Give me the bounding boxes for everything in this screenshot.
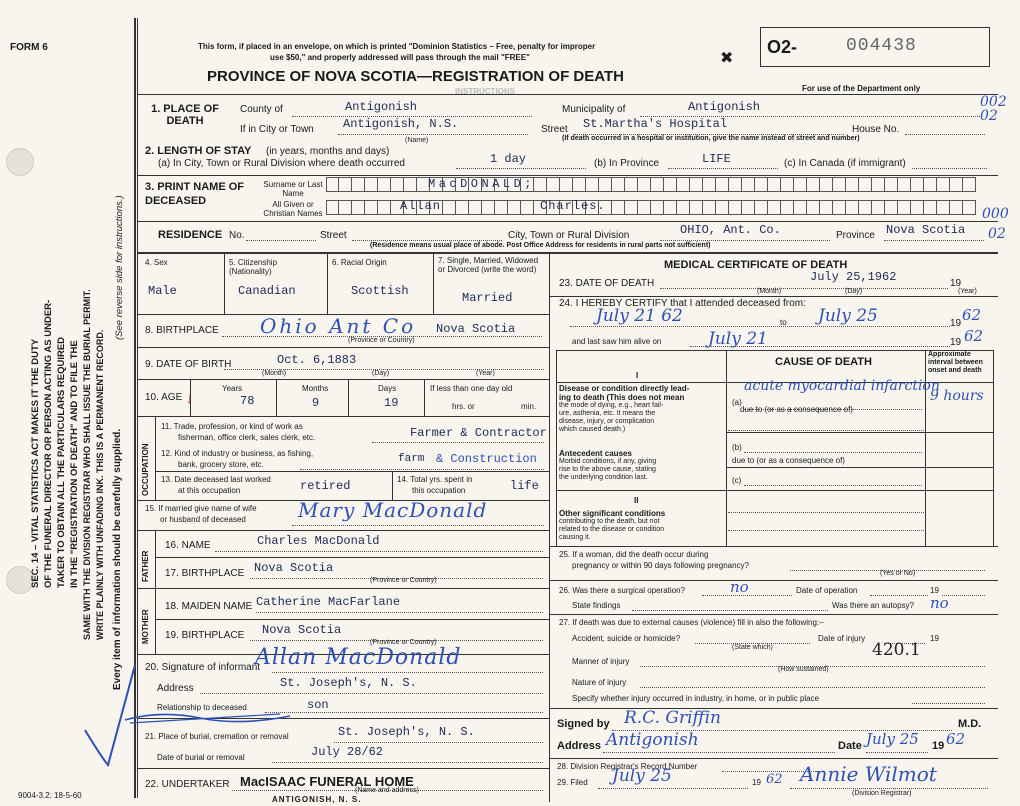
relationship-scribble [120, 706, 300, 728]
surname-boxes [326, 177, 976, 192]
hospital-hint: (If death occurred in a hospital or institution, give the name instead of street and number) [562, 135, 860, 142]
med-rule-6 [549, 758, 998, 759]
certify-from-line [570, 326, 950, 327]
division-registrar-hint: (Division Registrar) [852, 790, 912, 797]
residence-code-2: 02 [988, 226, 1006, 242]
attended-from: July 21 62 [596, 306, 683, 326]
death-month-hint: (Month) [757, 288, 782, 295]
specify-injury-label: Specify whether injury occurred in industry, in home, or in public place [572, 694, 820, 703]
col-5-6 [327, 254, 328, 314]
other-conditions-label-2: contributing to the death, but not [559, 518, 660, 525]
father-section-label: FATHER [141, 550, 150, 582]
disease-label-3: the mode of dying, e.g., heart fail- [559, 402, 664, 409]
cause-b-consequence: due to (or as a consequence of) [732, 456, 845, 465]
father-name-label: 16. NAME [165, 540, 211, 551]
industry-typed: farm [398, 453, 425, 465]
cause-c-rule [556, 490, 993, 491]
father-birthplace-hint: (Province or Country) [370, 577, 437, 584]
residence-city-label: City, Town or Rural Division [508, 230, 630, 241]
place-of-death-label: 1. PLACE OF DEATH [151, 103, 219, 127]
antecedent-label-2: Morbid conditions, if any, giving [559, 458, 657, 465]
undertaker-hint: (Name and address) [355, 787, 419, 794]
state-which-hint: (State which) [732, 644, 773, 651]
death-year-prefix: 19 [950, 278, 962, 289]
other-conditions-label-1: Other significant conditions [559, 509, 666, 518]
middle-divider [549, 252, 550, 802]
death-year-hint: (Year) [958, 288, 977, 295]
signature-year-prefix: 19 [932, 740, 945, 752]
mail-notice-2: use $50," and properly addressed will pass through the mail "FREE" [270, 53, 530, 62]
cause-a2-line [728, 430, 924, 431]
form-title: PROVINCE OF NOVA SCOTIA—REGISTRATION OF DEATH [207, 68, 624, 85]
side-instruction-8: (See reverse side for instructions.) [114, 195, 125, 340]
cause-a-consequence: due to (or as a consequence of) [740, 405, 853, 414]
cause-b-line [744, 452, 922, 453]
manner-label: Manner of injury [572, 657, 630, 666]
operation-date-line [870, 595, 928, 596]
last-saw-value: July 21 [708, 329, 768, 349]
stay-city-line [456, 168, 586, 169]
cause-b-rule [726, 467, 993, 468]
physician-signature: R.C. Griffin [624, 708, 721, 728]
surgery-value: no [730, 578, 749, 596]
given-names-label: All Given or Christian Names [263, 200, 323, 218]
certify-label: 24. I HEREBY CERTIFY that I attended deceased from: [559, 298, 806, 309]
cause-c-label: (c) [732, 476, 742, 485]
municipality-value: Antigonish [688, 100, 761, 114]
last-worked-label-1: 13. Date deceased last worked [161, 475, 271, 484]
birthplace-typed: Nova Scotia [436, 322, 516, 336]
form-print-code: 9004-3.2: 18-5-60 [18, 791, 82, 800]
disease-label-4: ure, asthenia, etc. It means the [559, 410, 656, 417]
other-conditions-label-3: related to the disease or condition [559, 526, 665, 533]
informant-signature: Allan MacDonald [255, 645, 462, 670]
burial-date-line [272, 762, 543, 763]
signature-date-line [866, 752, 928, 753]
disease-label-6: which caused death.) [559, 426, 626, 433]
trade-label-1: 11. Trade, profession, or kind of work as [161, 422, 303, 431]
sex-label: 4. Sex [145, 258, 168, 267]
med-rule-5 [549, 708, 998, 709]
spouse-value: Mary MacDonald [298, 498, 488, 522]
age-months-label: Months [302, 384, 329, 393]
header-rule [138, 94, 998, 95]
age-minutes-label: min. [521, 402, 537, 411]
pregnancy-label-1: 25. If a woman, did the death occur during [559, 550, 709, 559]
house-number-label: House No. [852, 124, 900, 135]
relationship-line [265, 712, 543, 713]
age-red-mark: ↓ [186, 390, 193, 406]
age-col-3 [348, 380, 349, 416]
occupation-divider [155, 416, 156, 500]
specify-line [912, 703, 985, 704]
county-value: Antigonish [345, 100, 418, 114]
side-instruction-5: SAME WITH THE DIVISION REGISTRAR WHO SHALL ISSUE THE BURIAL PERMIT. [82, 289, 92, 640]
citizenship-label: 5. Citizenship (Nationality) [229, 258, 278, 276]
undertaker-name: MacISAAC FUNERAL HOME [240, 774, 414, 789]
mother-section-label: MOTHER [141, 609, 150, 644]
occupation-section-label: OCCUPATION [141, 443, 150, 496]
undertaker-label: 22. UNDERTAKER [145, 779, 230, 790]
department-code-2: 02 [980, 108, 998, 124]
street-value: St.Martha's Hospital [583, 117, 728, 131]
signature-date-label: Date [838, 740, 862, 752]
other-line-2 [728, 530, 924, 531]
surname-label: Surname or Last Name [263, 180, 323, 198]
cause-part-ii: II [634, 496, 639, 505]
instructions-faint: INSTRUCTIONS [455, 87, 515, 96]
side-instruction-2: OF THE FUNERAL DIRECTOR OR PERSON ACTING AS UNDER- [43, 299, 54, 588]
surname-value: MacDONALD; [428, 177, 536, 191]
racial-origin-label: 6. Racial Origin [332, 258, 387, 267]
registrar-number-label: 28. Division Registrar's Record Number [557, 762, 698, 771]
cause-b-label: (b) [732, 443, 742, 452]
stay-canada-line [912, 168, 987, 169]
attended-year: 62 [962, 306, 982, 324]
registration-prefix: O2- [767, 37, 798, 57]
burial-place-label: 21. Place of burial, cremation or removal [145, 732, 289, 741]
rule-7 [138, 379, 549, 380]
last-saw-year: 62 [964, 327, 984, 345]
relationship-label: Relationship to deceased [157, 703, 247, 712]
filed-date: July 25 [612, 766, 672, 786]
deceased-name-label: 3. PRINT NAME OF DECEASED [145, 181, 245, 207]
cause-of-death-title: CAUSE OF DEATH [775, 356, 872, 368]
informant-address-label: Address [157, 683, 194, 694]
burial-place-value: St. Joseph's, N. S. [338, 725, 475, 739]
rule-11 [155, 557, 549, 558]
injury-year-prefix: 19 [930, 634, 939, 643]
rule-16 [138, 768, 549, 769]
informant-signature-label: 20. Signature of informant [145, 662, 261, 673]
form-number: FORM 6 [10, 42, 48, 53]
total-years-label-1: 14. Total yrs. spent in [397, 475, 473, 484]
father-divider [155, 530, 156, 588]
age-col-2 [276, 380, 277, 416]
marital-status-value: Married [462, 291, 513, 305]
filed-year: 62 [766, 772, 783, 787]
operation-date-label: Date of operation [796, 586, 858, 595]
surgery-label: 26. Was there a surgical operation? [559, 586, 685, 595]
residence-no-label: No. [229, 230, 245, 241]
cause-part-i: I [636, 371, 639, 380]
cause-a-value: acute myocardial infarction [744, 378, 940, 394]
stay-city-label: (a) In City, Town or Rural Division where death occurred [158, 158, 405, 169]
house-line [905, 134, 985, 135]
death-date-value: July 25,1962 [810, 270, 897, 284]
physician-address-line [603, 752, 835, 753]
last-saw-year-prefix: 19 [950, 337, 962, 348]
residence-province-label: Province [836, 230, 875, 241]
informant-signature-line [272, 672, 543, 673]
col-4-5 [224, 254, 225, 314]
disease-label-2: ing to death (This does not mean [559, 393, 685, 402]
signature-date: July 25 [866, 730, 919, 748]
last-worked-value: retired [300, 479, 351, 493]
death-day-hint: (Day) [845, 288, 863, 295]
antecedent-label-4: the underlying condition last. [559, 474, 648, 481]
physician-address: Antigonish [606, 730, 699, 750]
given-name-2: Charles. [540, 199, 606, 213]
racial-origin-value: Scottish [351, 284, 409, 298]
rule-4 [138, 252, 998, 254]
med-rule-2 [549, 546, 998, 547]
rule-3 [138, 221, 998, 222]
antecedent-label-1: Antecedent causes [559, 449, 632, 458]
med-rule-1 [549, 296, 998, 297]
residence-label: RESIDENCE [158, 229, 223, 241]
mother-divider [155, 588, 156, 654]
department-use-label: For use of the Department only [802, 84, 921, 93]
age-days-label: Days [378, 384, 397, 393]
marital-status-label: 7. Single, Married, Widowed or Divorced (write the word) [438, 256, 539, 274]
department-code-1: 002 [980, 94, 1007, 110]
physician-address-label: Address [557, 740, 602, 752]
burial-date-value: July 28/62 [311, 745, 384, 759]
mother-birthplace-hint: (Province or Country) [370, 639, 437, 646]
occupation-13-14-divider [392, 471, 393, 500]
birthplace-label: 8. BIRTHPLACE [145, 325, 219, 336]
residence-street-label: Street [320, 230, 347, 241]
cause-a-rule [726, 432, 993, 433]
stay-province-label: (b) In Province [594, 158, 660, 169]
mother-maiden-value: Catherine MacFarlane [256, 595, 401, 609]
age-years-label: Years [222, 384, 243, 393]
other-conditions-label-4: causing it. [559, 534, 591, 541]
antecedent-label-3: rise to the above cause, stating [559, 466, 656, 473]
rule-6 [138, 347, 549, 348]
rule-10 [138, 530, 549, 531]
signature-year: 62 [946, 730, 966, 748]
county-label: County of [240, 104, 283, 115]
informant-address-line [200, 693, 543, 694]
undertaker-address: ANTIGONISH, N. S. [272, 795, 362, 804]
medical-certificate-title: MEDICAL CERTIFICATE OF DEATH [664, 259, 848, 271]
last-worked-label-2: at this occupation [178, 486, 241, 495]
birthplace-hint: (Province or Country) [348, 337, 415, 344]
stay-province-value: LIFE [702, 152, 731, 166]
age-label: 10. AGE [145, 392, 183, 403]
stay-province-line [668, 168, 778, 169]
rule-2 [138, 175, 998, 176]
municipality-label: Municipality of [562, 104, 626, 115]
attended-to: July 25 [818, 306, 878, 326]
residence-no-line [246, 240, 316, 241]
side-instruction-7: Every item of information should be carefully supplied. [112, 428, 123, 690]
sex-value: Male [148, 284, 177, 298]
city-town-label: If in City or Town [240, 124, 314, 135]
med-rule-4 [549, 614, 998, 615]
filed-line [598, 788, 748, 789]
pregnancy-yes-no: (Yes or No) [880, 570, 916, 577]
length-of-stay-hint: (in years, months and days) [266, 146, 390, 157]
spouse-label-1: 15. If married give name of wife [145, 504, 257, 513]
residence-city-value: OHIO, Ant. Co. [680, 223, 781, 237]
city-line [338, 134, 528, 135]
industry-label-1: 12. Kind of industry or business, as fishing, [161, 449, 314, 458]
filed-year-prefix: 19 [752, 778, 761, 787]
col-6-7 [433, 254, 434, 314]
side-instruction-3: TAKER TO OBTAIN ALL THE PARTICULARS REQUIRED [56, 336, 67, 588]
age-under-day-label: If less than one day old [430, 384, 513, 393]
med-rule-3 [549, 580, 998, 581]
attended-to-label: to [780, 318, 787, 327]
rule-8 [138, 416, 549, 417]
other-line-1 [728, 512, 924, 513]
state-findings-label: State findings [572, 601, 621, 610]
mother-birthplace-label: 19. BIRTHPLACE [165, 630, 245, 641]
side-instruction-1: SEC. 14 – VITAL STATISTICS ACT MAKES IT THE DUTY [30, 338, 41, 588]
dob-month-hint: (Month) [262, 370, 287, 377]
father-birthplace-value: Nova Scotia [254, 561, 334, 575]
city-value: Antigonish, N.S. [343, 117, 459, 131]
classification-code: 420.1 [872, 640, 921, 660]
death-date-label: 23. DATE OF DEATH [559, 278, 655, 289]
accident-label: Accident, suicide or homicide? [572, 634, 681, 643]
death-date-line [660, 288, 948, 289]
age-hours-label: hrs. or [452, 402, 475, 411]
disease-label-1: Disease or condition directly lead- [559, 384, 690, 393]
age-days-value: 19 [384, 396, 399, 410]
age-months-value: 9 [312, 396, 320, 410]
residence-note: (Residence means usual place of abode. Post Office Address for residents in rural parts not sufficient) [370, 242, 711, 249]
stay-canada-label: (c) In Canada (if immigrant) [784, 158, 906, 169]
cause-c-line [744, 485, 922, 486]
given-name-1: Allan [400, 199, 442, 213]
trade-line [372, 442, 544, 443]
mother-maiden-label: 18. MAIDEN NAME [165, 601, 253, 612]
rule-occ [155, 471, 549, 472]
stay-city-value: 1 day [490, 152, 527, 166]
mother-birthplace-value: Nova Scotia [262, 623, 342, 637]
residence-city-line [660, 240, 830, 241]
dob-value: Oct. 6,1883 [277, 353, 357, 367]
total-years-value: life [510, 479, 539, 493]
burial-place-line [334, 742, 543, 743]
attended-year-prefix: 19 [950, 318, 962, 329]
burial-date-label: Date of burial or removal [157, 753, 245, 762]
registrar-signature: Annie Wilmot [800, 762, 937, 786]
residence-province-value: Nova Scotia [886, 223, 966, 237]
residence-street-line [352, 240, 502, 241]
trade-value: Farmer & Contractor [410, 426, 547, 440]
residence-province-line [884, 240, 984, 241]
cause-a-label: (a) [732, 398, 742, 407]
binder-hole-top [6, 148, 34, 176]
external-causes-label: 27. If death was due to external causes (violence) fill in also the following:– [559, 618, 824, 627]
how-sustained-hint: (How sustained) [778, 666, 829, 673]
mail-notice-1: This form, if placed in an envelope, on which is printed "Dominion Statistics – Free, penalty for improper [198, 42, 596, 51]
age-col-4 [424, 380, 425, 416]
operation-year-prefix: 19 [930, 586, 939, 595]
father-name-line [215, 551, 543, 552]
mother-maiden-line [256, 612, 543, 613]
side-instruction-4: IN THE "REGISTRATION OF DEATH" AND TO FILE THE [69, 340, 80, 588]
md-label: M.D. [958, 718, 982, 730]
industry-hand: & Construction [436, 452, 537, 466]
dob-year-hint: (Year) [476, 370, 495, 377]
x-mark: ✖ [720, 50, 734, 67]
father-name-value: Charles MacDonald [257, 534, 380, 548]
cause-a-interval: 9 hours [930, 388, 984, 404]
length-of-stay-label: 2. LENGTH OF STAY [145, 145, 252, 157]
pregnancy-label-2: pregnancy or within 90 days following pregnancy? [572, 561, 749, 570]
cause-label-divider [726, 350, 727, 546]
signed-by-label: Signed by [557, 718, 610, 730]
total-years-label-2: this occupation [412, 486, 466, 495]
dob-label: 9. DATE OF BIRTH [145, 359, 232, 370]
residence-code-1: 000 [982, 206, 1009, 222]
industry-label-2: bank, grocery store, etc. [178, 460, 264, 469]
rule-13 [155, 619, 549, 620]
disease-label-5: disease, injury, or complication [559, 418, 655, 425]
relationship-value: son [307, 698, 329, 712]
injury-date-label: Date of injury [818, 634, 866, 643]
registrar-signature-line [790, 788, 988, 789]
spouse-line [292, 525, 544, 526]
interval-label: Approximate interval between onset and death [928, 351, 983, 374]
spouse-label-2: or husband of deceased [160, 515, 246, 524]
autopsy-label: Was there an autopsy? [832, 601, 914, 610]
nature-line [640, 687, 985, 688]
autopsy-value: no [930, 594, 949, 612]
age-years-value: 78 [240, 394, 255, 408]
informant-address-value: St. Joseph's, N. S. [280, 676, 417, 690]
father-birthplace-label: 17. BIRTHPLACE [165, 568, 245, 579]
citizenship-value: Canadian [238, 284, 296, 298]
last-saw-label: and last saw him alive on [572, 337, 662, 346]
name-hint: (Name) [405, 137, 429, 144]
birthplace-handwritten: Ohio Ant Co [260, 314, 417, 338]
side-instruction-6: WRITE PLAINLY WITH UNFADING INK. THIS IS A PERMANENT RECORD. [95, 329, 105, 640]
industry-line [300, 469, 544, 470]
dob-day-hint: (Day) [372, 370, 390, 377]
rule-12 [138, 588, 549, 589]
trade-label-2: fisherman, office clerk, sales clerk, etc. [178, 433, 316, 442]
nature-label: Nature of injury [572, 678, 627, 687]
findings-line [632, 610, 828, 611]
filed-label: 29. Filed [557, 778, 588, 787]
registration-number: 004438 [846, 36, 917, 56]
street-label: Street [541, 124, 568, 135]
